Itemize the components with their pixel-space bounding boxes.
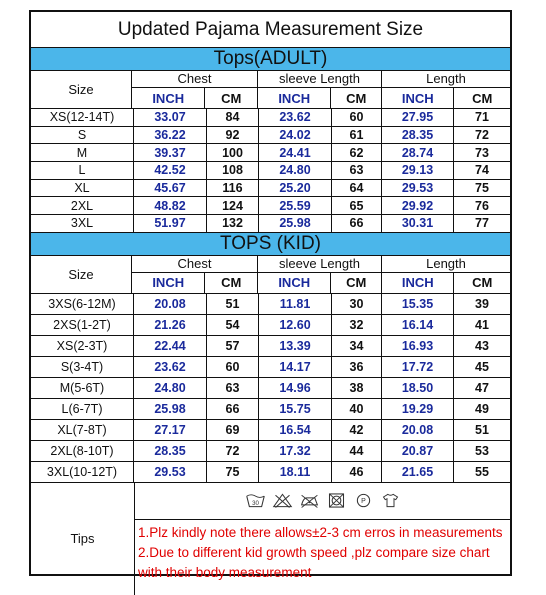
- size-chart: [29, 10, 512, 580]
- table-row: [31, 215, 510, 233]
- no-bleach-icon: [272, 492, 293, 509]
- chest-inch-cell: 25.98: [134, 399, 207, 419]
- table-row: [31, 462, 510, 483]
- length-cm-cell: 76: [475, 198, 489, 213]
- size-cell: S: [31, 127, 134, 144]
- sleeve-length-header: sleeve Length: [258, 256, 381, 273]
- sleeve-inch-cell: 14.17: [259, 357, 332, 377]
- sleeve-cm-cell: 36: [332, 357, 382, 377]
- sleeve-inch-cell: 17.32: [259, 441, 332, 461]
- dry-clean-icon: [353, 492, 374, 509]
- svg-text:P: P: [360, 498, 366, 506]
- tip-note-2: 2.Due to different kid growth speed ,plz compare size chart with their body measurement: [138, 544, 490, 580]
- tips-content: [135, 483, 510, 595]
- sleeve-inch-cell: 13.39: [259, 336, 332, 356]
- tips-notes: [135, 520, 510, 583]
- length-inch-cell: 16.93: [382, 336, 454, 356]
- cm-header: CM: [472, 275, 493, 291]
- wash-30-icon: [245, 492, 266, 509]
- adult-section-heading: Tops(ADULT): [31, 48, 510, 71]
- table-row: [31, 197, 510, 215]
- length-inch-cell: 30.31: [382, 215, 454, 232]
- tips-label: Tips: [31, 483, 135, 595]
- length-cm-cell: 71: [475, 110, 489, 125]
- size-cell: L(6-7T): [31, 399, 134, 419]
- length-cm-cell: 43: [475, 338, 489, 353]
- sleeve-cm-cell: 32: [332, 315, 382, 335]
- chest-inch-cell: 36.22: [134, 127, 207, 144]
- table-row: [31, 180, 510, 198]
- hang-dry-icon: [380, 492, 401, 509]
- table-row: [31, 144, 510, 162]
- chest-header-group: [132, 256, 258, 293]
- chest-cm-cell: 108: [207, 162, 259, 179]
- size-cell: M: [31, 144, 134, 161]
- sleeve-inch-cell: 18.11: [259, 462, 332, 482]
- chest-inch-cell: 24.80: [134, 378, 207, 398]
- length-inch-cell: 16.14: [382, 315, 454, 335]
- length-inch-cell: 28.74: [382, 144, 454, 161]
- sleeve-cm-cell: 63: [332, 162, 382, 179]
- size-cell: M(5-6T): [31, 378, 134, 398]
- length-inch-cell: 28.35: [382, 127, 454, 144]
- chest-cm-cell: 92: [207, 127, 259, 144]
- size-cell: XL: [31, 180, 134, 197]
- sleeve-inch-cell: 25.59: [259, 197, 332, 214]
- size-cell: 3XS(6-12M): [31, 294, 134, 314]
- chest-inch-cell: 45.67: [134, 180, 207, 197]
- chest-cm-cell: 132: [207, 215, 259, 232]
- chest-inch-cell: 29.53: [134, 462, 207, 482]
- inch-header: INCH: [382, 273, 454, 293]
- chest-inch-cell: 27.17: [134, 420, 207, 440]
- chest-cm-cell: 69: [207, 420, 259, 440]
- inch-header: INCH: [258, 273, 331, 293]
- cm-header: CM: [221, 275, 242, 291]
- length-cm-cell: 39: [475, 296, 489, 311]
- sleeve-inch-cell: 24.41: [259, 144, 332, 161]
- sleeve-cm-cell: 40: [332, 399, 382, 419]
- cm-header: CM: [221, 90, 242, 106]
- length-cm-cell: 41: [475, 317, 489, 332]
- sleeve-cm-cell: 38: [332, 378, 382, 398]
- size-header: Size: [31, 71, 132, 108]
- sleeve-header-group: [258, 71, 382, 108]
- length-cm-cell: 45: [475, 359, 489, 374]
- length-inch-cell: 19.29: [382, 399, 454, 419]
- length-cm-cell: 55: [475, 464, 489, 479]
- length-cm-cell: 77: [475, 216, 489, 231]
- chest-cm-cell: 72: [207, 441, 259, 461]
- sleeve-inch-cell: 23.62: [259, 109, 332, 126]
- sleeve-cm-cell: 62: [332, 144, 382, 161]
- size-cell: 2XS(1-2T): [31, 315, 134, 335]
- no-tumble-dry-icon: [326, 492, 347, 509]
- chest-inch-cell: 51.97: [134, 215, 207, 232]
- length-header: Length: [382, 256, 510, 273]
- sleeve-cm-cell: 61: [332, 127, 382, 144]
- table-row: [31, 357, 510, 378]
- sleeve-header-group: [258, 256, 382, 293]
- length-cm-cell: 73: [475, 145, 489, 160]
- size-cell: XL(7-8T): [31, 420, 134, 440]
- length-cm-cell: 53: [475, 443, 489, 458]
- chest-cm-cell: 75: [207, 462, 259, 482]
- size-cell: 2XL: [31, 197, 134, 214]
- length-inch-cell: 29.13: [382, 162, 454, 179]
- chart-title: Updated Pajama Measurement Size: [31, 12, 510, 48]
- inch-header: INCH: [258, 88, 331, 108]
- sleeve-cm-cell: 66: [332, 215, 382, 232]
- chest-header: Chest: [132, 256, 257, 273]
- cm-header: CM: [472, 90, 493, 106]
- length-cm-cell: 47: [475, 380, 489, 395]
- chest-cm-cell: 66: [207, 399, 259, 419]
- size-cell: 3XL: [31, 215, 134, 232]
- size-header: Size: [31, 256, 132, 293]
- length-header-group: [382, 256, 510, 293]
- length-inch-cell: 20.87: [382, 441, 454, 461]
- sleeve-inch-cell: 16.54: [259, 420, 332, 440]
- inch-header: INCH: [132, 273, 205, 293]
- length-inch-cell: 17.72: [382, 357, 454, 377]
- length-inch-cell: 29.92: [382, 197, 454, 214]
- sleeve-inch-cell: 24.02: [259, 127, 332, 144]
- cm-header: CM: [346, 90, 367, 106]
- size-cell: 3XL(10-12T): [31, 462, 134, 482]
- sleeve-inch-cell: 12.60: [259, 315, 332, 335]
- table-row: [31, 127, 510, 145]
- chest-cm-cell: 84: [207, 109, 259, 126]
- length-header-group: [382, 71, 510, 108]
- sleeve-inch-cell: 25.20: [259, 180, 332, 197]
- chest-inch-cell: 28.35: [134, 441, 207, 461]
- table-row: [31, 294, 510, 315]
- table-row: [31, 441, 510, 462]
- sleeve-length-header: sleeve Length: [258, 71, 381, 88]
- length-inch-cell: 18.50: [382, 378, 454, 398]
- sleeve-cm-cell: 60: [332, 109, 382, 126]
- tips-row: [31, 483, 510, 595]
- chest-inch-cell: 20.08: [134, 294, 207, 314]
- length-cm-cell: 72: [475, 128, 489, 143]
- chest-inch-cell: 23.62: [134, 357, 207, 377]
- length-cm-cell: 74: [475, 163, 489, 178]
- iron-low-icon: [299, 492, 320, 509]
- chest-inch-cell: 42.52: [134, 162, 207, 179]
- sleeve-inch-cell: 15.75: [259, 399, 332, 419]
- sleeve-cm-cell: 64: [332, 180, 382, 197]
- chest-cm-cell: 100: [207, 144, 259, 161]
- size-cell: XS(2-3T): [31, 336, 134, 356]
- sleeve-inch-cell: 24.80: [259, 162, 332, 179]
- table-row: [31, 336, 510, 357]
- chest-inch-cell: 39.37: [134, 144, 207, 161]
- table-row: [31, 315, 510, 336]
- table-row: [31, 399, 510, 420]
- sleeve-inch-cell: 11.81: [259, 294, 332, 314]
- cm-header: CM: [346, 275, 367, 291]
- chest-inch-cell: 22.44: [134, 336, 207, 356]
- chest-cm-cell: 116: [207, 180, 259, 197]
- chest-cm-cell: 51: [207, 294, 259, 314]
- length-inch-cell: 20.08: [382, 420, 454, 440]
- sleeve-cm-cell: 30: [332, 294, 382, 314]
- adult-table-body: [31, 109, 510, 233]
- sleeve-inch-cell: 14.96: [259, 378, 332, 398]
- sleeve-cm-cell: 44: [332, 441, 382, 461]
- table-row: [31, 378, 510, 399]
- sleeve-cm-cell: 65: [332, 197, 382, 214]
- care-icons: [135, 483, 510, 520]
- sleeve-cm-cell: 46: [332, 462, 382, 482]
- inch-header: INCH: [132, 88, 205, 108]
- chest-cm-cell: 63: [207, 378, 259, 398]
- chest-inch-cell: 33.07: [134, 109, 207, 126]
- size-cell: XS(12-14T): [31, 109, 134, 126]
- table-row: [31, 162, 510, 180]
- size-cell: S(3-4T): [31, 357, 134, 377]
- length-inch-cell: 29.53: [382, 180, 454, 197]
- sleeve-inch-cell: 25.98: [259, 215, 332, 232]
- chest-header: Chest: [132, 71, 257, 88]
- chest-cm-cell: 57: [207, 336, 259, 356]
- size-cell: 2XL(8-10T): [31, 441, 134, 461]
- table-row: [31, 109, 510, 127]
- sleeve-cm-cell: 34: [332, 336, 382, 356]
- kid-column-header: [31, 256, 510, 294]
- kid-table-body: [31, 294, 510, 483]
- adult-column-header: [31, 71, 510, 109]
- sleeve-cm-cell: 42: [332, 420, 382, 440]
- chest-header-group: [132, 71, 258, 108]
- table-row: [31, 420, 510, 441]
- inch-header: INCH: [382, 88, 454, 108]
- wash-temp-label: 30: [251, 500, 259, 508]
- length-inch-cell: 27.95: [382, 109, 454, 126]
- chest-inch-cell: 48.82: [134, 197, 207, 214]
- chest-inch-cell: 21.26: [134, 315, 207, 335]
- kid-section-heading: TOPS (KID): [31, 233, 510, 256]
- tip-note-1: 1.Plz kindly note there allows±2-3 cm erros in measurements: [138, 524, 503, 540]
- length-inch-cell: 15.35: [382, 294, 454, 314]
- chest-cm-cell: 124: [207, 197, 259, 214]
- size-cell: L: [31, 162, 134, 179]
- chest-cm-cell: 60: [207, 357, 259, 377]
- length-cm-cell: 75: [475, 181, 489, 196]
- length-header: Length: [382, 71, 510, 88]
- length-inch-cell: 21.65: [382, 462, 454, 482]
- length-cm-cell: 49: [475, 401, 489, 416]
- length-cm-cell: 51: [475, 422, 489, 437]
- chest-cm-cell: 54: [207, 315, 259, 335]
